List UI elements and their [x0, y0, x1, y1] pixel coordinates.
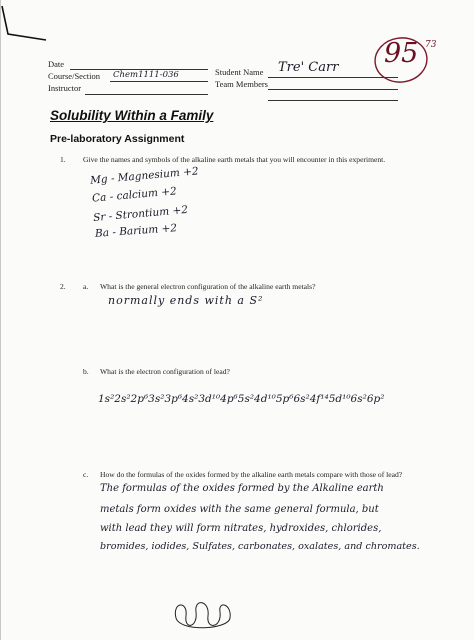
q2c-answer-line-3: with lead they will form nitrates, hydroxides, chlorides,	[100, 523, 382, 534]
q2a-answer: normally ends with a S²	[108, 294, 264, 307]
q2b-text: What is the electron configuration of lead?	[100, 367, 230, 376]
q2b-letter: b.	[83, 367, 89, 376]
grade-score: 95	[384, 38, 419, 69]
student-name-line	[268, 77, 398, 78]
course-value: Chem1111-036	[113, 70, 179, 80]
q2c-answer-line-2: metals form oxides with the same general formula, but	[100, 504, 379, 515]
course-line	[110, 81, 208, 82]
q1-answer-ca: Ca - calcium +2	[91, 185, 178, 205]
q2a-letter: a.	[83, 282, 89, 291]
q2c-answer-line-4: bromides, iodides, Sulfates, carbonates, oxalates, and chromates.	[100, 541, 420, 552]
q1-answer-sr: Sr - Strontium +2	[92, 203, 189, 225]
loop-doodle	[170, 598, 240, 634]
section-subtitle: Pre-laboratory Assignment	[50, 133, 185, 145]
q1-answer-mg: Mg - Magnesium +2	[89, 165, 200, 187]
q1-answer-ba: Ba - Barium +2	[94, 222, 178, 240]
q1-text: Give the names and symbols of the alkaline earth metals that you will encounter in this experiment.	[83, 155, 386, 164]
date-label: Date	[48, 59, 65, 69]
q1-number: 1.	[60, 155, 66, 164]
q2-number: 2.	[60, 282, 66, 291]
instructor-line	[85, 94, 208, 95]
grade-note: 73	[425, 40, 437, 50]
page-title: Solubility Within a Family	[50, 108, 214, 123]
team-line-2	[268, 100, 398, 101]
team-line-1	[268, 89, 398, 90]
q2c-text: How do the formulas of the oxides formed by the alkaline earth metals compare with those of lead?	[100, 470, 403, 479]
instructor-label: Instructor	[48, 83, 82, 93]
page-edge	[0, 0, 1, 640]
q2c-answer-line-1: The formulas of the oxides formed by the Alkaline earth	[100, 483, 384, 494]
q2a-text: What is the general electron configuration of the alkaline earth metals?	[100, 282, 316, 291]
q2b-answer: 1s²2s²2p⁶3s²3p⁶4s²3d¹⁰4p⁶5s²4d¹⁰5p⁶6s²4f¹⁴5d¹⁰6s²6p²	[98, 393, 385, 405]
team-members-label: Team Members	[215, 79, 268, 89]
course-label: Course/Section	[48, 71, 100, 81]
student-name-label: Student Name	[215, 67, 264, 77]
corner-mark	[0, 0, 60, 50]
student-name-value: Tre' Carr	[278, 60, 339, 75]
q2c-letter: c.	[83, 470, 89, 479]
